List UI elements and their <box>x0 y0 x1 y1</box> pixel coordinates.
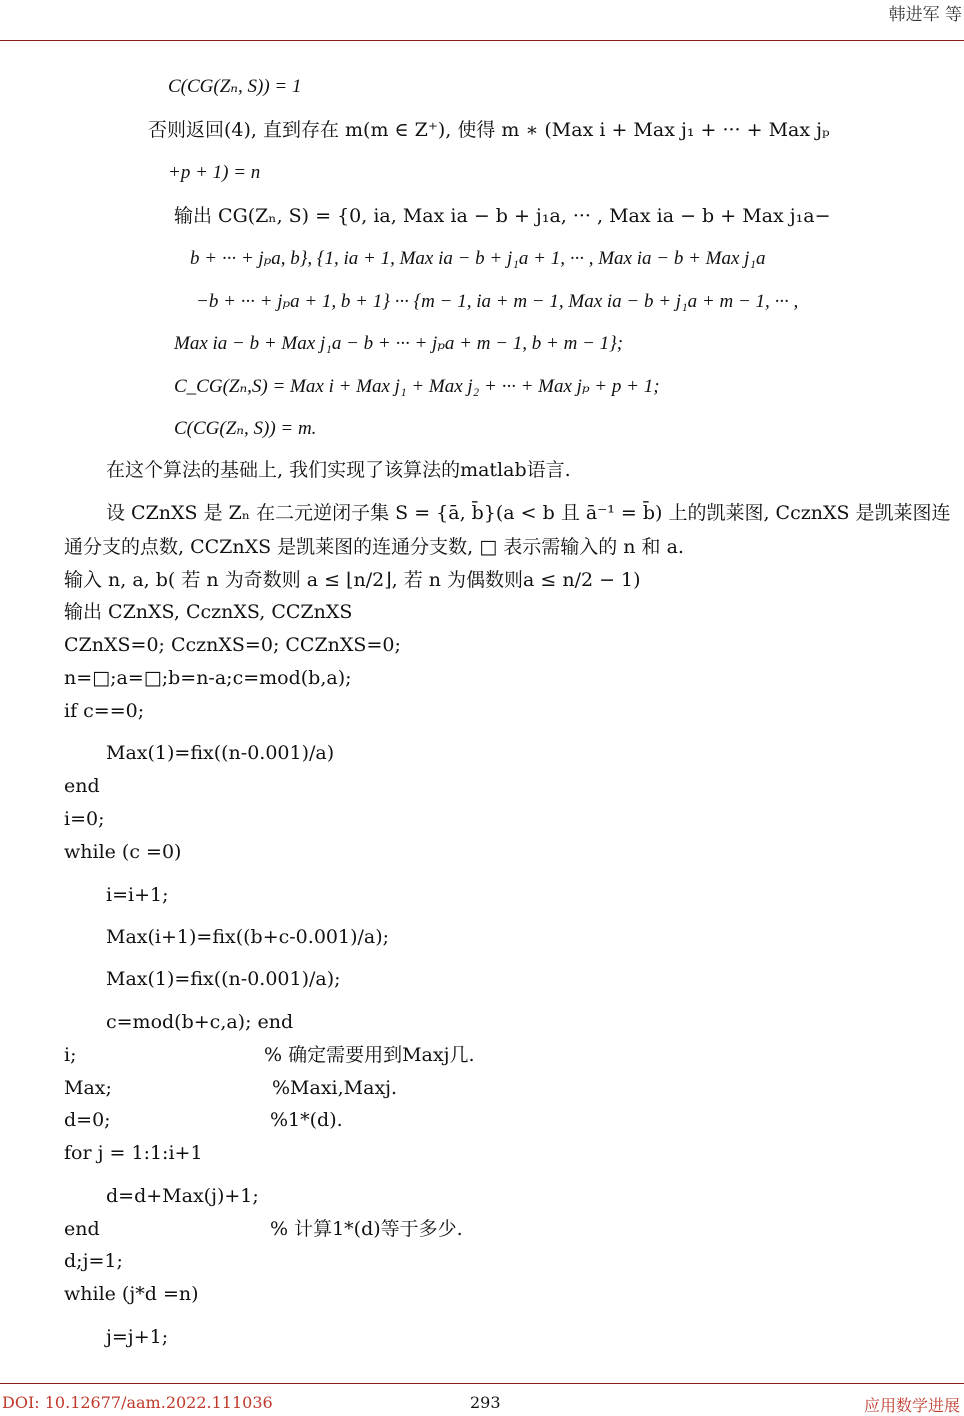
page-number: 293 <box>470 1393 501 1412</box>
journal-name: 应用数学进展 <box>863 1396 960 1415</box>
code-line: j=j+1; <box>106 1326 169 1348</box>
code-line: d=0; <box>64 1109 111 1131</box>
code-line: d=d+Max(j)+1; <box>106 1185 259 1207</box>
paragraph-definition-line-1: 设 CZnXS 是 Zₙ 在二元逆闭子集 S = {ā, b̄}(a < b 且 ā⁻¹ = b̄) 上的凯莱图, CcznXS 是凯莱图连 <box>106 502 951 524</box>
code-line: Max(1)=fix((n-0.001)/a) <box>106 742 335 764</box>
code-comment: %Maxi,Maxj. <box>272 1077 398 1099</box>
code-line: end <box>64 1218 100 1240</box>
footer-doi-link[interactable]: DOI: 10.12677/aam.2022.111036 <box>2 1393 273 1412</box>
math-line-9: C(CG(Zₙ, S)) = m. <box>174 418 317 439</box>
input-spec: 输入 n, a, b( 若 n 为奇数则 a ≤ ⌊n/2⌋, 若 n 为偶数则a ≤ n/2 − 1) <box>64 569 641 591</box>
code-line: Max; <box>64 1077 112 1099</box>
code-line: d;j=1; <box>64 1250 123 1272</box>
math-line-3: +p + 1) = n <box>168 162 261 183</box>
math-line-4: 输出 CG(Zₙ, S) = {0, ia, Max ia − b + j₁a, ··· , Max ia − b + Max j₁a− <box>174 205 831 227</box>
math-line-1: C(CG(Zₙ, S)) = 1 <box>168 76 302 97</box>
running-header-author: 韩进军 等 <box>888 5 962 25</box>
code-line: for j = 1:1:i+1 <box>64 1142 203 1164</box>
math-line-5: b + ··· + jₚa, b}, {1, ia + 1, Max ia − b + j₁a + 1, ··· , Max ia − b + Max j₁a <box>190 248 766 269</box>
math-line-6: −b + ··· + jₚa + 1, b + 1} ··· {m − 1, ia + m − 1, Max ia − b + j₁a + m − 1, ··· , <box>196 291 799 312</box>
math-line-2: 否则返回(4), 直到存在 m(m ∈ Z⁺), 使得 m ∗ (Max i + Max j₁ + ··· + Max jₚ <box>148 119 830 141</box>
paragraph-matlab-intro: 在这个算法的基础上, 我们实现了该算法的matlab语言. <box>106 459 571 481</box>
math-line-7: Max ia − b + Max j₁a − b + ··· + jₚa + m − 1, b + m − 1}; <box>174 333 624 354</box>
code-line: i=0; <box>64 808 105 830</box>
code-line: i; <box>64 1044 77 1066</box>
code-line: n=□;a=□;b=n-a;c=mod(b,a); <box>64 667 352 689</box>
code-line: if c==0; <box>64 700 145 722</box>
code-comment: % 确定需要用到Maxj几. <box>264 1044 475 1066</box>
code-comment: % 计算1*(d)等于多少. <box>270 1218 463 1240</box>
code-line: while (c =0) <box>64 841 182 863</box>
paragraph-definition-line-2: 通分支的点数, CCZnXS 是凯莱图的连通分支数, □ 表示需输入的 n 和 a. <box>64 536 684 558</box>
code-line: Max(1)=fix((n-0.001)/a); <box>106 968 341 990</box>
code-line: while (j*d =n) <box>64 1283 199 1305</box>
code-line: CZnXS=0; CcznXS=0; CCZnXS=0; <box>64 634 401 656</box>
code-output-spec: 输出 CZnXS, CcznXS, CCZnXS <box>64 601 353 623</box>
code-line: i=i+1; <box>106 884 169 906</box>
code-line: end <box>64 775 100 797</box>
code-comment: %1*(d). <box>270 1109 343 1131</box>
footer-rule <box>0 1383 964 1384</box>
header-rule <box>0 40 964 41</box>
math-line-8: C_CG(Zₙ,S) = Max i + Max j₁ + Max j₂ + ··· + Max jₚ + p + 1; <box>174 376 660 397</box>
code-line: c=mod(b+c,a); end <box>106 1011 294 1033</box>
code-line: Max(i+1)=fix((b+c-0.001)/a); <box>106 926 390 948</box>
